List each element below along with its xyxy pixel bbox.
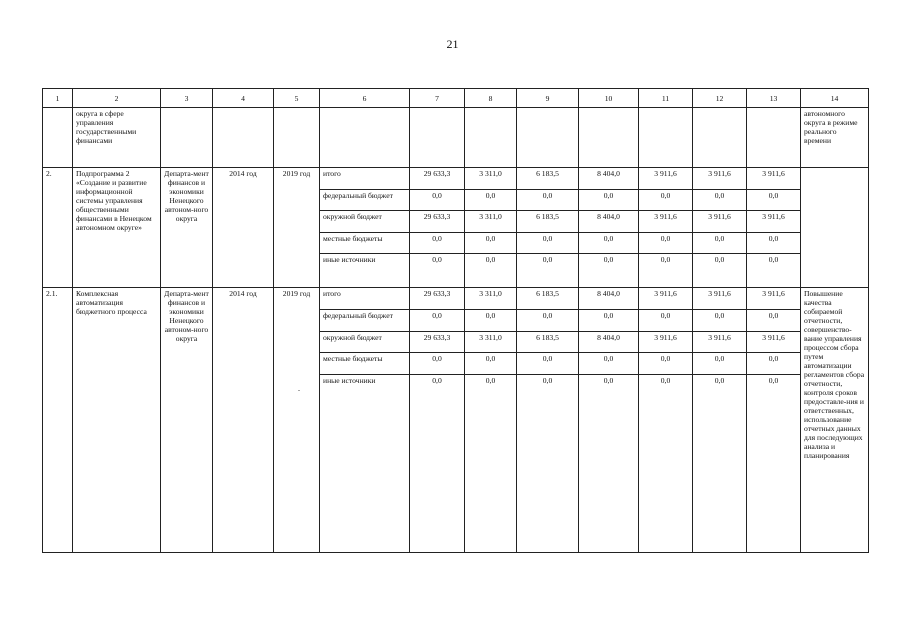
header-cell: 5 <box>274 89 320 108</box>
label-mest: местные бюджеты <box>320 232 410 254</box>
value-cell: 0,0 <box>465 232 517 254</box>
label-inye: иные источники <box>320 254 410 288</box>
row-name: Подпрограмма 2 «Создание и развитие информационной системы управления общественными финансами в Ненецком автономном округе» <box>73 168 161 288</box>
value-cell: 3 911,6 <box>639 331 693 353</box>
value-cell: 0,0 <box>747 189 801 211</box>
value-cell: 0,0 <box>410 353 465 375</box>
value-cell: 0,0 <box>579 309 639 331</box>
header-cell: 14 <box>801 89 869 108</box>
value-cell: 0,0 <box>693 232 747 254</box>
row-executor: Департа-мент финансов и экономики Ненецкого автоном-ного округа <box>161 288 213 552</box>
value-cell: 0,0 <box>579 353 639 375</box>
label-okr: окружной бюджет <box>320 331 410 353</box>
value-cell: 0,0 <box>747 353 801 375</box>
value-cell: 8 404,0 <box>579 168 639 190</box>
table-row <box>43 288 869 310</box>
value-cell: 0,0 <box>639 232 693 254</box>
value-cell: 0,0 <box>579 374 639 552</box>
value-cell: 0,0 <box>639 353 693 375</box>
value-cell: 0,0 <box>693 374 747 552</box>
value-cell: 0,0 <box>747 374 801 552</box>
row-number: 2.1. <box>43 288 73 552</box>
program-table <box>42 88 869 553</box>
value-cell: 0,0 <box>465 189 517 211</box>
value-cell: 0,0 <box>410 232 465 254</box>
header-cell: 10 <box>579 89 639 108</box>
value-cell: 0,0 <box>747 232 801 254</box>
value-cell: 0,0 <box>517 374 579 552</box>
header-cell: 7 <box>410 89 465 108</box>
header-cell: 12 <box>693 89 747 108</box>
value-cell: 8 404,0 <box>579 211 639 233</box>
value-cell: 0,0 <box>639 189 693 211</box>
label-itogo: итого <box>320 168 410 190</box>
value-cell: 3 311,0 <box>465 168 517 190</box>
value-cell: 0,0 <box>410 189 465 211</box>
value-cell: 0,0 <box>579 254 639 288</box>
label-okr: окружной бюджет <box>320 211 410 233</box>
value-cell: 0,0 <box>465 309 517 331</box>
value-cell: 3 311,0 <box>465 331 517 353</box>
value-cell: 3 911,6 <box>693 331 747 353</box>
scan-speck: . <box>298 384 300 393</box>
header-cell: 4 <box>213 89 274 108</box>
value-cell: 6 183,5 <box>517 168 579 190</box>
value-cell: 29 633,3 <box>410 331 465 353</box>
value-cell: 0,0 <box>747 254 801 288</box>
header-cell: 3 <box>161 89 213 108</box>
value-cell: 6 183,5 <box>517 288 579 310</box>
value-cell: 0,0 <box>693 353 747 375</box>
value-cell: 29 633,3 <box>410 211 465 233</box>
label-mest: местные бюджеты <box>320 353 410 375</box>
cont-result: автономного округа в режиме реального времени <box>801 108 869 168</box>
value-cell: 0,0 <box>517 189 579 211</box>
value-cell: 8 404,0 <box>579 331 639 353</box>
value-cell: 3 311,0 <box>465 211 517 233</box>
page-number: 21 <box>446 37 459 51</box>
value-cell: 8 404,0 <box>579 288 639 310</box>
value-cell: 6 183,5 <box>517 331 579 353</box>
value-cell: 3 911,6 <box>693 168 747 190</box>
value-cell: 3 911,6 <box>747 331 801 353</box>
value-cell: 0,0 <box>410 374 465 552</box>
value-cell: 3 911,6 <box>639 288 693 310</box>
header-cell: 11 <box>639 89 693 108</box>
value-cell: 0,0 <box>517 232 579 254</box>
value-cell: 0,0 <box>517 254 579 288</box>
value-cell: 0,0 <box>579 189 639 211</box>
row-start: 2014 год <box>213 168 274 288</box>
value-cell: 0,0 <box>639 374 693 552</box>
value-cell: 0,0 <box>410 254 465 288</box>
value-cell: 6 183,5 <box>517 211 579 233</box>
row-number: 2. <box>43 168 73 288</box>
label-inye: иные источники <box>320 374 410 552</box>
label-fed: федеральный бюджет <box>320 189 410 211</box>
value-cell: 0,0 <box>639 254 693 288</box>
value-cell: 29 633,3 <box>410 168 465 190</box>
header-cell: 13 <box>747 89 801 108</box>
header-cell: 1 <box>43 89 73 108</box>
value-cell: 3 911,6 <box>747 211 801 233</box>
value-cell: 0,0 <box>465 374 517 552</box>
row-result: Повышение качества собираемой отчетности, совершенство-вание управления процессом сбора путем автоматизации регламентов сбора отчетности, контроля сроков предоставле-ния и ответственных, использование отчетных данных для последующих анализа и планирования <box>801 288 869 552</box>
row-end: 2019 год <box>274 168 320 288</box>
header-cell: 8 <box>465 89 517 108</box>
value-cell: 3 911,6 <box>693 288 747 310</box>
value-cell: 3 311,0 <box>465 288 517 310</box>
value-cell: 3 911,6 <box>747 288 801 310</box>
header-cell: 6 <box>320 89 410 108</box>
label-itogo: итого <box>320 288 410 310</box>
row-result <box>801 168 869 288</box>
value-cell: 0,0 <box>410 309 465 331</box>
value-cell: 3 911,6 <box>747 168 801 190</box>
value-cell: 0,0 <box>693 309 747 331</box>
row-start: 2014 год <box>213 288 274 552</box>
value-cell: 0,0 <box>517 353 579 375</box>
row-executor: Департа-мент финансов и экономики Ненецкого автоном-ного округа <box>161 168 213 288</box>
header-cell: 2 <box>73 89 161 108</box>
value-cell: 0,0 <box>465 254 517 288</box>
value-cell: 3 911,6 <box>639 211 693 233</box>
value-cell: 0,0 <box>465 353 517 375</box>
continuation-row <box>43 108 869 168</box>
value-cell: 0,0 <box>579 232 639 254</box>
value-cell: 29 633,3 <box>410 288 465 310</box>
value-cell: 0,0 <box>639 309 693 331</box>
header-row <box>43 89 869 108</box>
value-cell: 0,0 <box>693 254 747 288</box>
value-cell: 3 911,6 <box>639 168 693 190</box>
row-end: 2019 год <box>274 288 320 552</box>
cont-name: округа в сфере управления государственными финансами <box>73 108 161 168</box>
value-cell: 0,0 <box>517 309 579 331</box>
row-name: Комплексная автоматизация бюджетного процесса <box>73 288 161 552</box>
value-cell: 3 911,6 <box>693 211 747 233</box>
value-cell: 0,0 <box>693 189 747 211</box>
table-row <box>43 168 869 190</box>
value-cell: 0,0 <box>747 309 801 331</box>
label-fed: федеральный бюджет <box>320 309 410 331</box>
header-cell: 9 <box>517 89 579 108</box>
